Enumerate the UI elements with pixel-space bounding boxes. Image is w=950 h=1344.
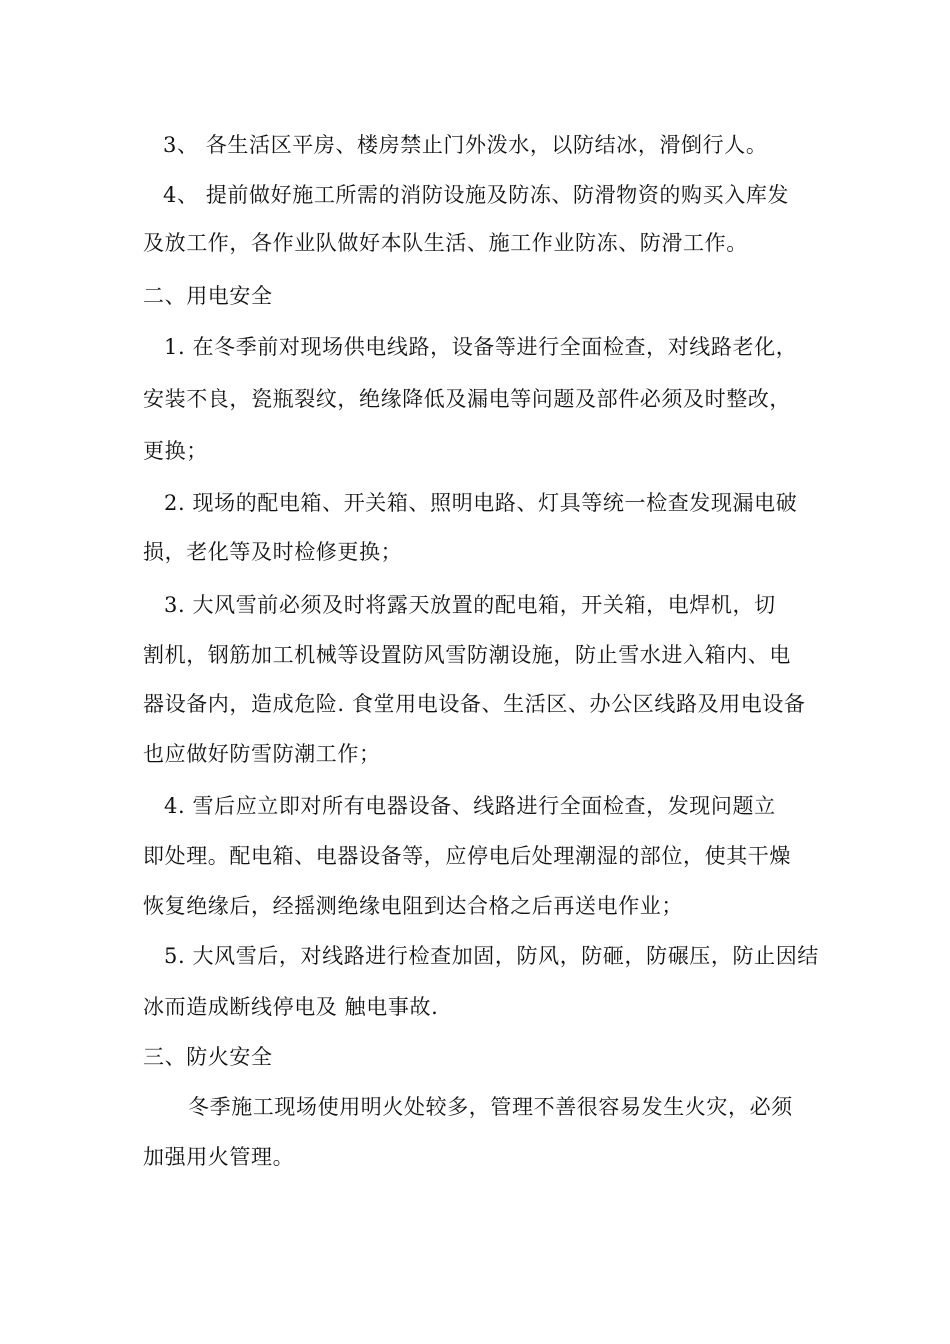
electric-item-3-line-1: 3. 大风雪前必须及时将露天放置的配电箱，开关箱，电焊机，切 <box>164 593 776 617</box>
electric-item-2-line-1: 2. 现场的配电箱、开关箱、照明电路、灯具等统一检查发现漏电破 <box>164 491 798 515</box>
section-heading-electricity: 二、用电安全 <box>143 284 273 308</box>
fire-paragraph-line-2: 加强用火管理。 <box>143 1145 295 1169</box>
electric-item-3-line-4: 也应做好防雪防潮工作； <box>143 742 381 766</box>
electric-item-5-line-2: 冰而造成断线停电及 触电事故. <box>143 995 439 1019</box>
electric-item-2-line-2: 损，老化等及时检修更换； <box>143 540 403 564</box>
electric-item-4-line-2: 即处理。配电箱、电器设备等，应停电后处理潮湿的部位，使其干燥 <box>143 844 791 868</box>
electric-item-5-line-1: 5. 大风雪后，对线路进行检查加固，防风，防砸，防碾压，防止因结 <box>164 944 819 968</box>
electric-item-1-line-2: 安装不良，瓷瓶裂纹，绝缘降低及漏电等问题及部件必须及时整改， <box>143 387 791 411</box>
fire-paragraph-line-1: 冬季施工现场使用明火处较多，管理不善很容易发生火灾，必须 <box>188 1095 793 1119</box>
electric-item-4-line-1: 4. 雪后应立即对所有电器设备、线路进行全面检查，发现问题立 <box>164 794 776 818</box>
electric-item-1-line-3: 更换； <box>143 439 208 463</box>
item-3-line-1: 3、 各生活区平房、楼房禁止门外泼水，以防结冰，滑倒行人。 <box>163 133 768 157</box>
item-4-line-2: 及放工作，各作业队做好本队生活、施工作业防冻、防滑工作。 <box>143 231 748 255</box>
electric-item-3-line-2: 割机，钢筋加工机械等设置防风雪防潮设施，防止雪水进入箱内、电 <box>143 643 791 667</box>
electric-item-4-line-3: 恢复绝缘后，经摇测绝缘电阻到达合格之后再送电作业； <box>143 894 683 918</box>
electric-item-3-line-3: 器设备内，造成危险. 食堂用电设备、生活区、办公区线路及用电设备 <box>143 692 806 716</box>
electric-item-1-line-1: 1. 在冬季前对现场供电线路，设备等进行全面检查，对线路老化， <box>164 335 798 359</box>
item-4-line-1: 4、 提前做好施工所需的消防设施及防冻、防滑物资的购买入库发 <box>163 183 790 207</box>
section-heading-fire: 三、防火安全 <box>143 1045 273 1069</box>
